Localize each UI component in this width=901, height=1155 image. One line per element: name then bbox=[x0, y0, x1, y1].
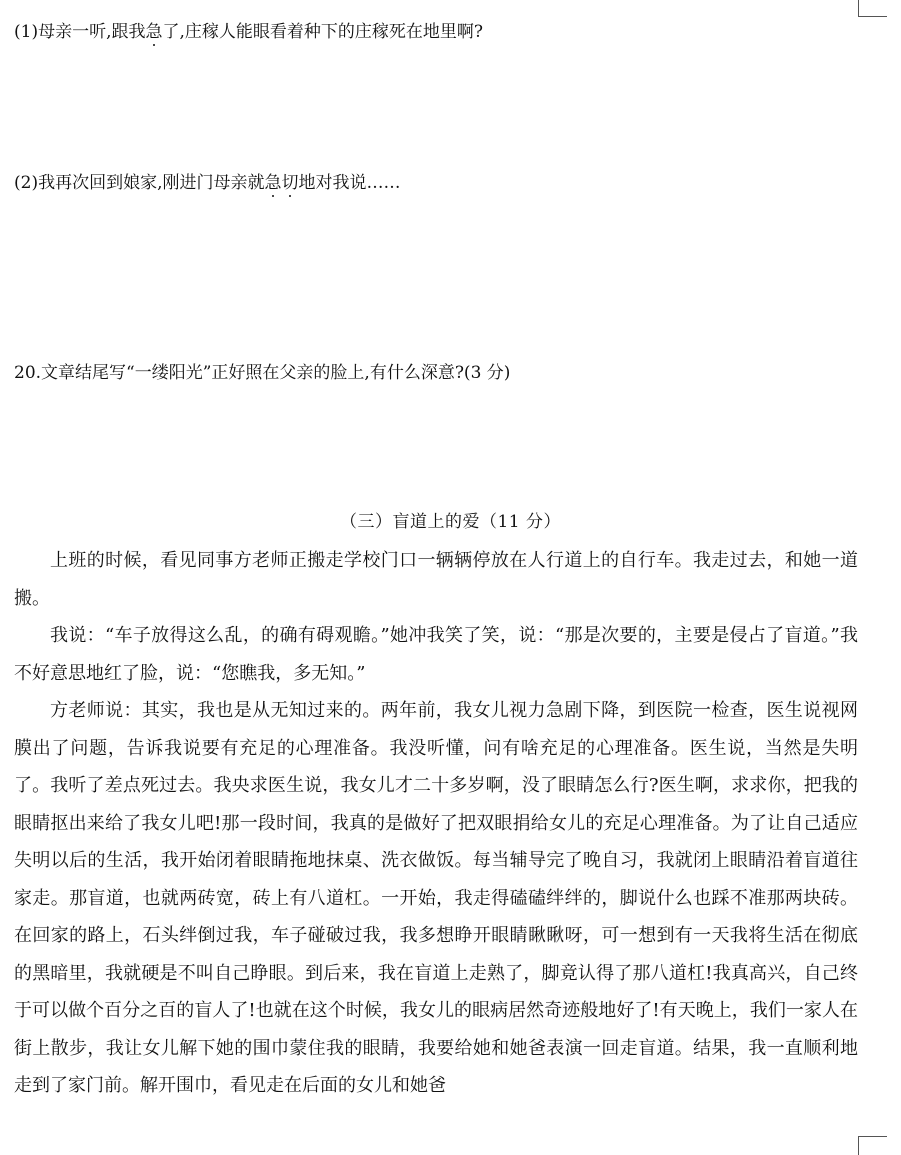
question-1-text-a: (1)母亲一听,跟我 bbox=[14, 22, 146, 42]
question-1 bbox=[14, 21, 483, 43]
emphasis-char-ji: 急 bbox=[264, 173, 282, 193]
passage-paragraph: 上班的时候，看见同事方老师正搬走学校门口一辆辆停放在人行道上的自行车。我走过去，和她一道搬。 bbox=[14, 550, 858, 609]
question-2-text-b: 地对我说…… bbox=[298, 173, 401, 193]
question-2 bbox=[14, 172, 400, 194]
section-title: （三）盲道上的爱（11 分） bbox=[339, 512, 562, 532]
passage-paragraph: 我说：“车子放得这么乱，的确有碍观瞻。”她冲我笑了笑，说：“那是次要的，主要是侵占了盲道。”我不好意思地红了脸，说：“您瞧我，多无知。” bbox=[14, 625, 858, 684]
passage-paragraph: 方老师说：其实，我也是从无知过来的。两年前，我女儿视力急剧下降，到医院一检查，医生说视网膜出了问题，告诉我说要有充足的心理准备。我没听懂，问有啥充足的心理准备。医生说，当然是失明了。我听了差点死过去。我央求医生说，我女儿才二十多岁啊，没了眼睛怎么行?医生啊，求求你，把我的眼睛抠出来给了我女儿吧!那一段时间，我真的是做好了把双眼捐给女儿的充足心理准备。为了让自己适应失明以后的生活，我开始闭着眼睛拖地抹桌、洗衣做饭。每当辅导完了晚自习，我就闭上眼睛沿着盲道往家走。那盲道，也就两砖宽，砖上有八道杠。一开始，我走得磕磕绊绊的，脚说什么也踩不准那两块砖。在回家的路上，石头绊倒过我，车子碰破过我，我多想睁开眼睛瞅瞅呀，可一想到有一天我将生活在彻底的黑暗里，我就硬是不叫自己睁眼。到后来，我在盲道上走熟了，脚竟认得了那八道杠!我真高兴，自己终于可以做个百分之百的盲人了!也就在这个时候，我女儿的眼病居然奇迹般地好了!有天晚上，我们一家人在街上散步，我让女儿解下她的围巾蒙住我的眼睛，我要给她和她爸表演一回走盲道。结果，我一直顺利地走到了家门前。解开围巾，看见走在后面的女儿和她爸 bbox=[14, 700, 858, 1096]
question-1-text-b: 了,庄稼人能眼看着种下的庄稼死在地里啊? bbox=[162, 22, 484, 42]
question-2-text-a: (2)我再次回到娘家,刚进门母亲就 bbox=[14, 173, 265, 193]
page-corner-mark-top-right bbox=[858, 0, 887, 17]
page-corner-mark-bottom-right bbox=[858, 1136, 887, 1155]
emphasis-char-qie: 切 bbox=[281, 173, 299, 193]
question-20: 20.文章结尾写“一缕阳光”正好照在父亲的脸上,有什么深意?(3 分) bbox=[14, 363, 511, 383]
emphasis-char-ji: 急 bbox=[145, 22, 163, 42]
reading-passage bbox=[14, 542, 858, 1105]
